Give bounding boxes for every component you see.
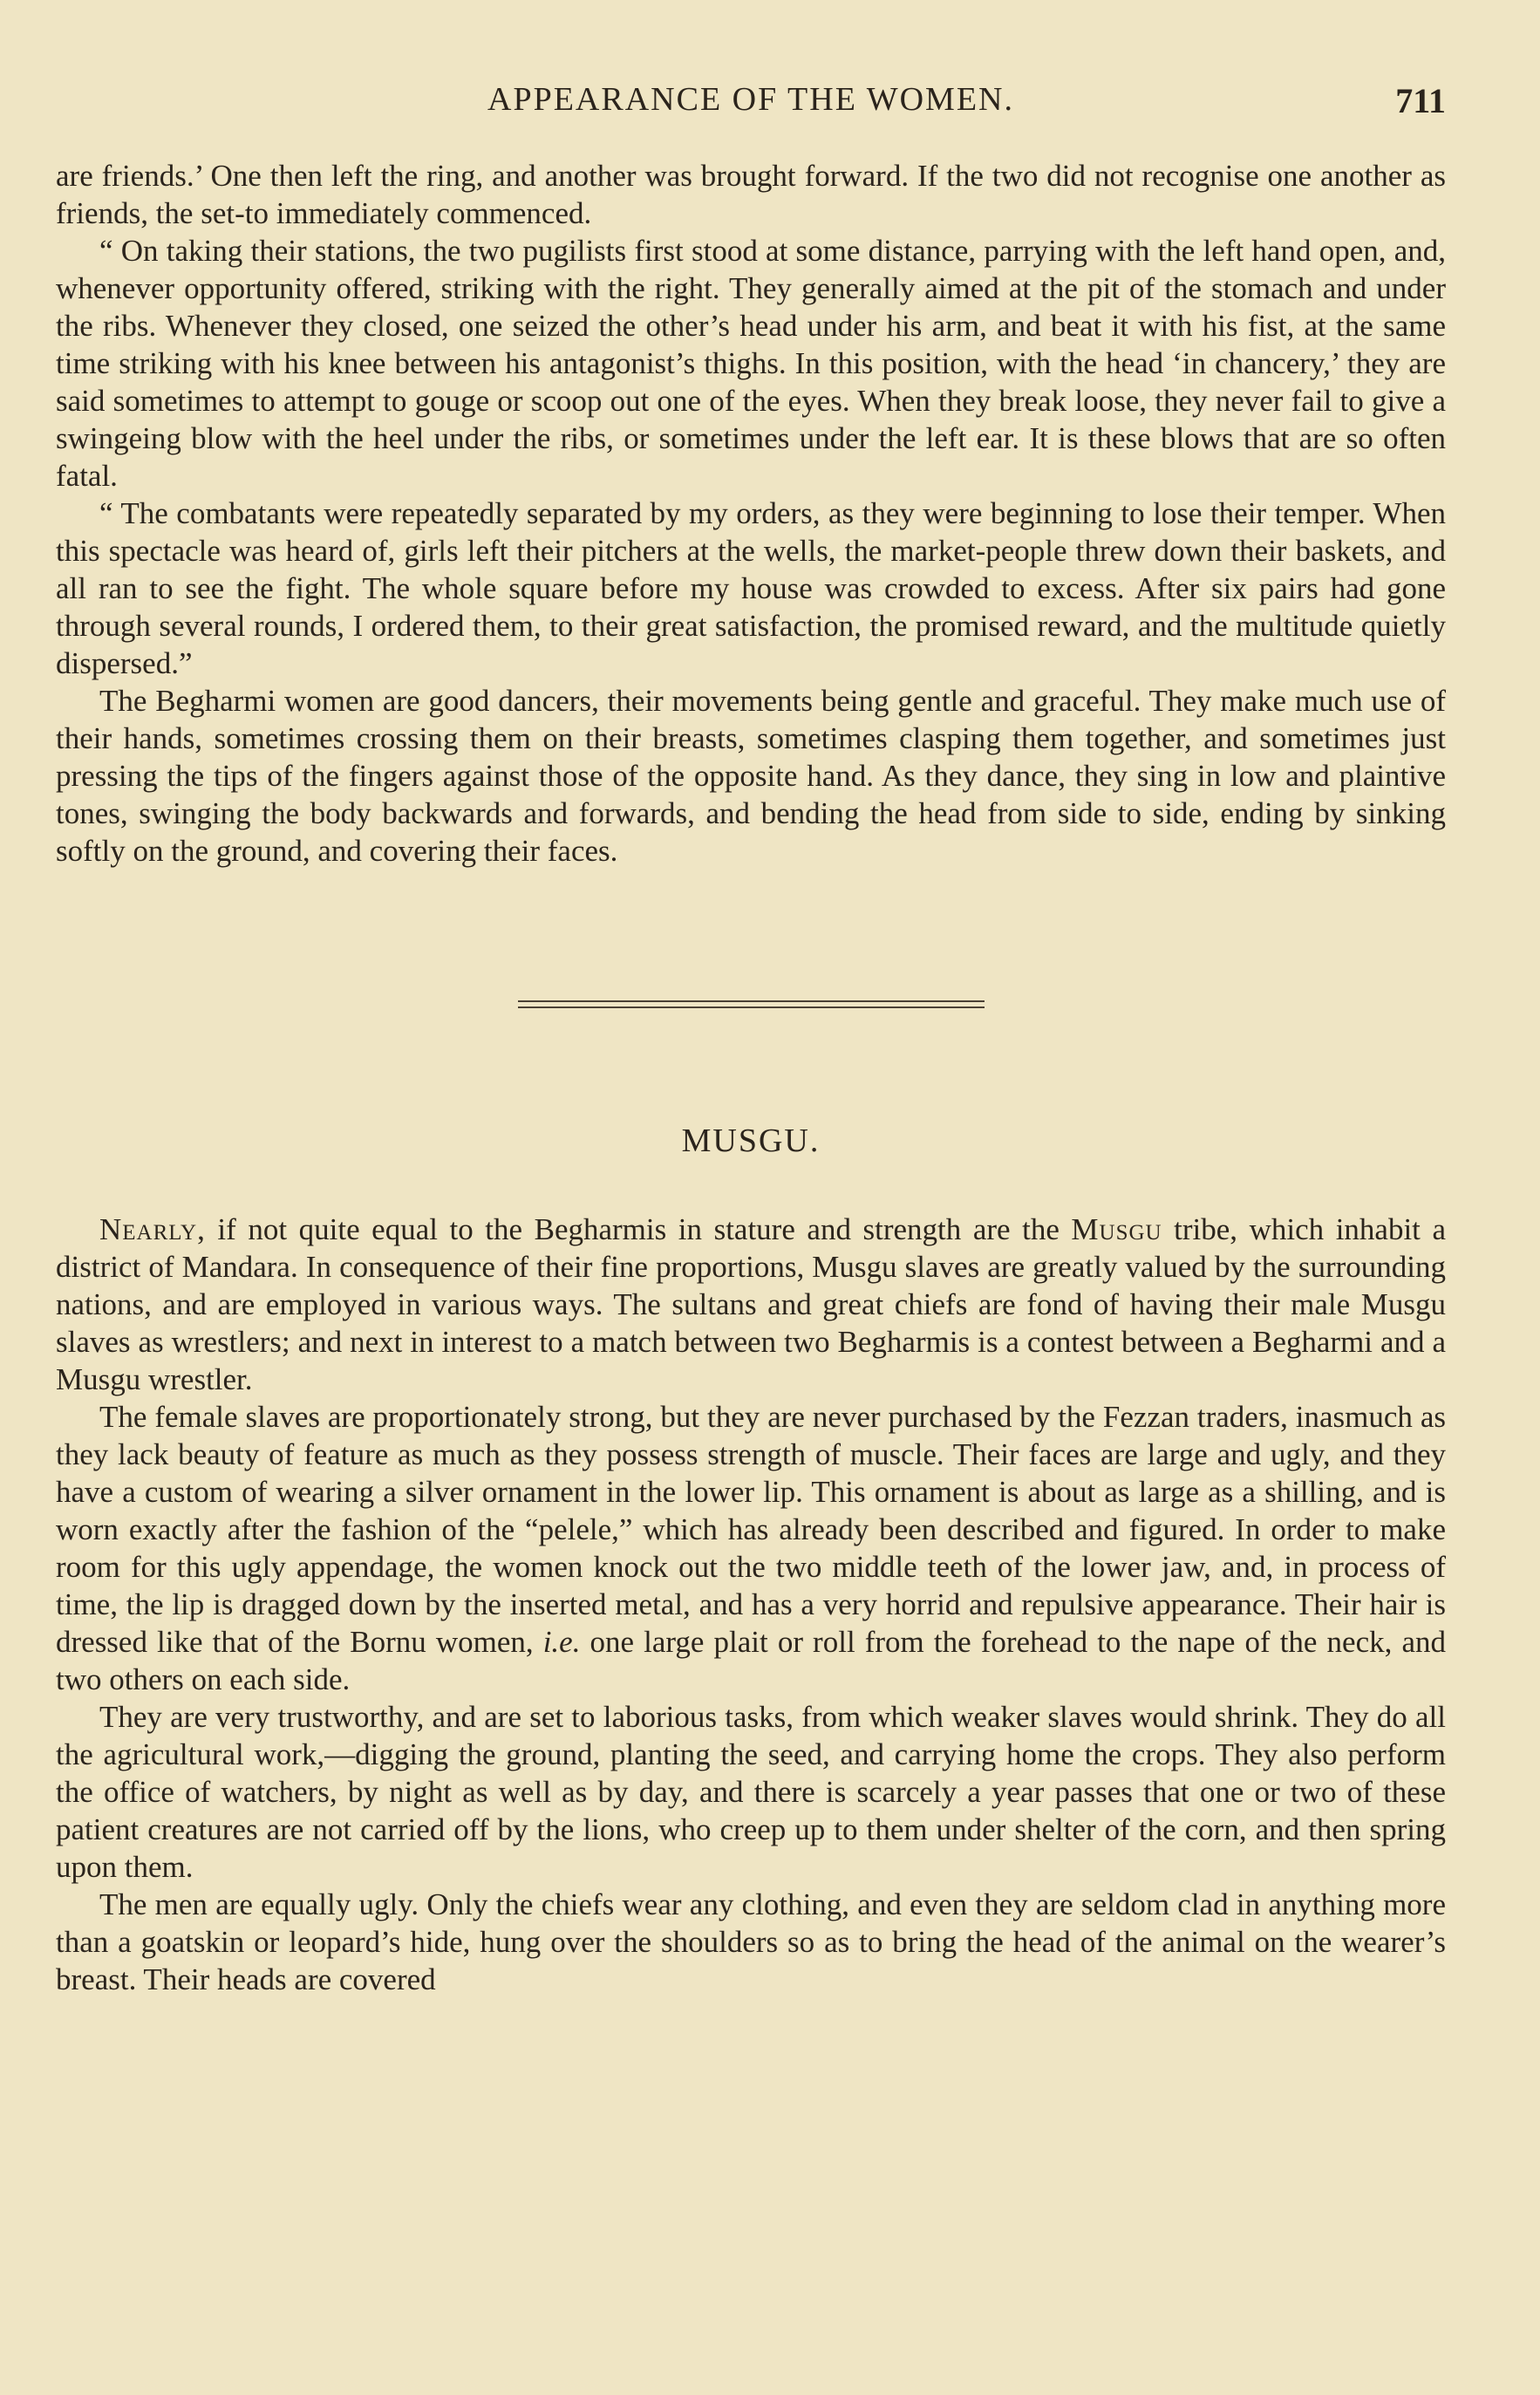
running-header xyxy=(56,0,1446,131)
paragraph: The men are equally ugly. Only the chiefs wear any clothing, and even they are seldom clad in anything more than a goatskin or leopard’s hide, hung over the shoulders so as to bring the head of the animal on the wearer’s breast. Their heads are covered xyxy=(56,1887,1446,1996)
page-number: 711 xyxy=(1395,81,1446,120)
abbreviation: i.e. xyxy=(542,1625,581,1659)
running-title: APPEARANCE OF THE WOMEN. xyxy=(487,81,1014,118)
paragraph-text: if not quite equal to the Begharmis in stature and strength are the xyxy=(205,1212,1072,1246)
paragraph xyxy=(56,1211,1446,1398)
section-musgu xyxy=(56,1211,1446,1998)
paragraph: are friends.’ One then left the ring, and another was brought forward. If the two did not recognise one another as friends, the set-to immediately commenced. xyxy=(56,159,1446,230)
paragraph xyxy=(56,1398,1446,1698)
section-begharmi-continued xyxy=(56,131,1446,870)
paragraph-text: one large plait or roll from the forehead to the nape of the neck, and two others on each side. xyxy=(56,1625,1446,1696)
paragraph: The Begharmi women are good dancers, their movements being gentle and graceful. They make much use of their hands, sometimes crossing them on their breasts, sometimes clasping them together, and sometimes just pressing the tips of the fingers against those of the opposite hand. As they dance, they sing in low and plaintive tones, swinging the body backwards and forwards, and bending the head from side to side, ending by sinking softly on the ground, and covering their faces. xyxy=(56,684,1446,868)
section-divider-rule xyxy=(518,1000,985,1008)
paragraph-text: The female slaves are proportionately strong, but they are never purchased by the Fezzan traders, inasmuch as they lack beauty of feature as much as they possess strength of muscle. Their faces are large and ugly, and they have a custom of wearing a silver ornament in the lower lip. This ornament is about as large as a shilling, and is worn exactly after the fashion of the “pelele,” which has already been described and figured. In order to make room for this ugly appendage, the women knock out the two middle teeth of the lower jaw, and, in process of time, the lip is dragged down by the inserted metal, and has a very horrid and repulsive appearance. Their hair is dressed like that of the Bornu women, xyxy=(56,1400,1446,1659)
lead-word: Nearly, xyxy=(99,1212,206,1246)
paragraph: “ On taking their stations, the two pugilists first stood at some distance, parrying with the left hand open, and, whenever opportunity offered, striking with the right. They generally aimed at the pit of the stomach and under the ribs. Whenever they closed, one seized the other’s head under his arm, and beat it with his fist, at the same time striking with his knee between his antagonist’s thighs. In this position, with the head ‘in chancery,’ they are said sometimes to attempt to gouge or scoop out one of the eyes. When they break loose, they never fail to give a swingeing blow with the heel under the ribs, or sometimes under the left ear. It is these blows that are so often fatal. xyxy=(56,234,1446,493)
tribe-name: Musgu xyxy=(1071,1212,1162,1246)
paragraph: They are very trustworthy, and are set to laborious tasks, from which weaker slaves would shrink. They do all the agricultural work,—digging the ground, planting the seed, and carrying home the crops. They also perform the office of watchers, by night as well as by day, and there is scarcely a year passes that one or two of these patient creatures are not carried off by the lions, who creep up to them under shelter of the corn, and then spring upon them. xyxy=(56,1700,1446,1884)
paragraph: “ The combatants were repeatedly separated by my orders, as they were beginning to lose their temper. When this spectacle was heard of, girls left their pitchers at the wells, the market-people threw down their baskets, and all ran to see the fight. The whole square before my house was crowded to excess. After six pairs had gone through several rounds, I ordered them, to their great satisfaction, the promised reward, and the multitude quietly dispersed.” xyxy=(56,496,1446,680)
paragraph-text: tribe, which inhabit a district of Mandara. In consequence of their fine proportions, Musgu slaves are greatly valued by the surrounding nations, and are employed in various ways. The sultans and great chiefs are fond of having their male Musgu slaves as wrestlers; and next in interest to a match between two Begharmis is a contest between a Begharmi and a Musgu wrestler. xyxy=(56,1212,1446,1396)
section-title: MUSGU. xyxy=(681,1122,821,1159)
